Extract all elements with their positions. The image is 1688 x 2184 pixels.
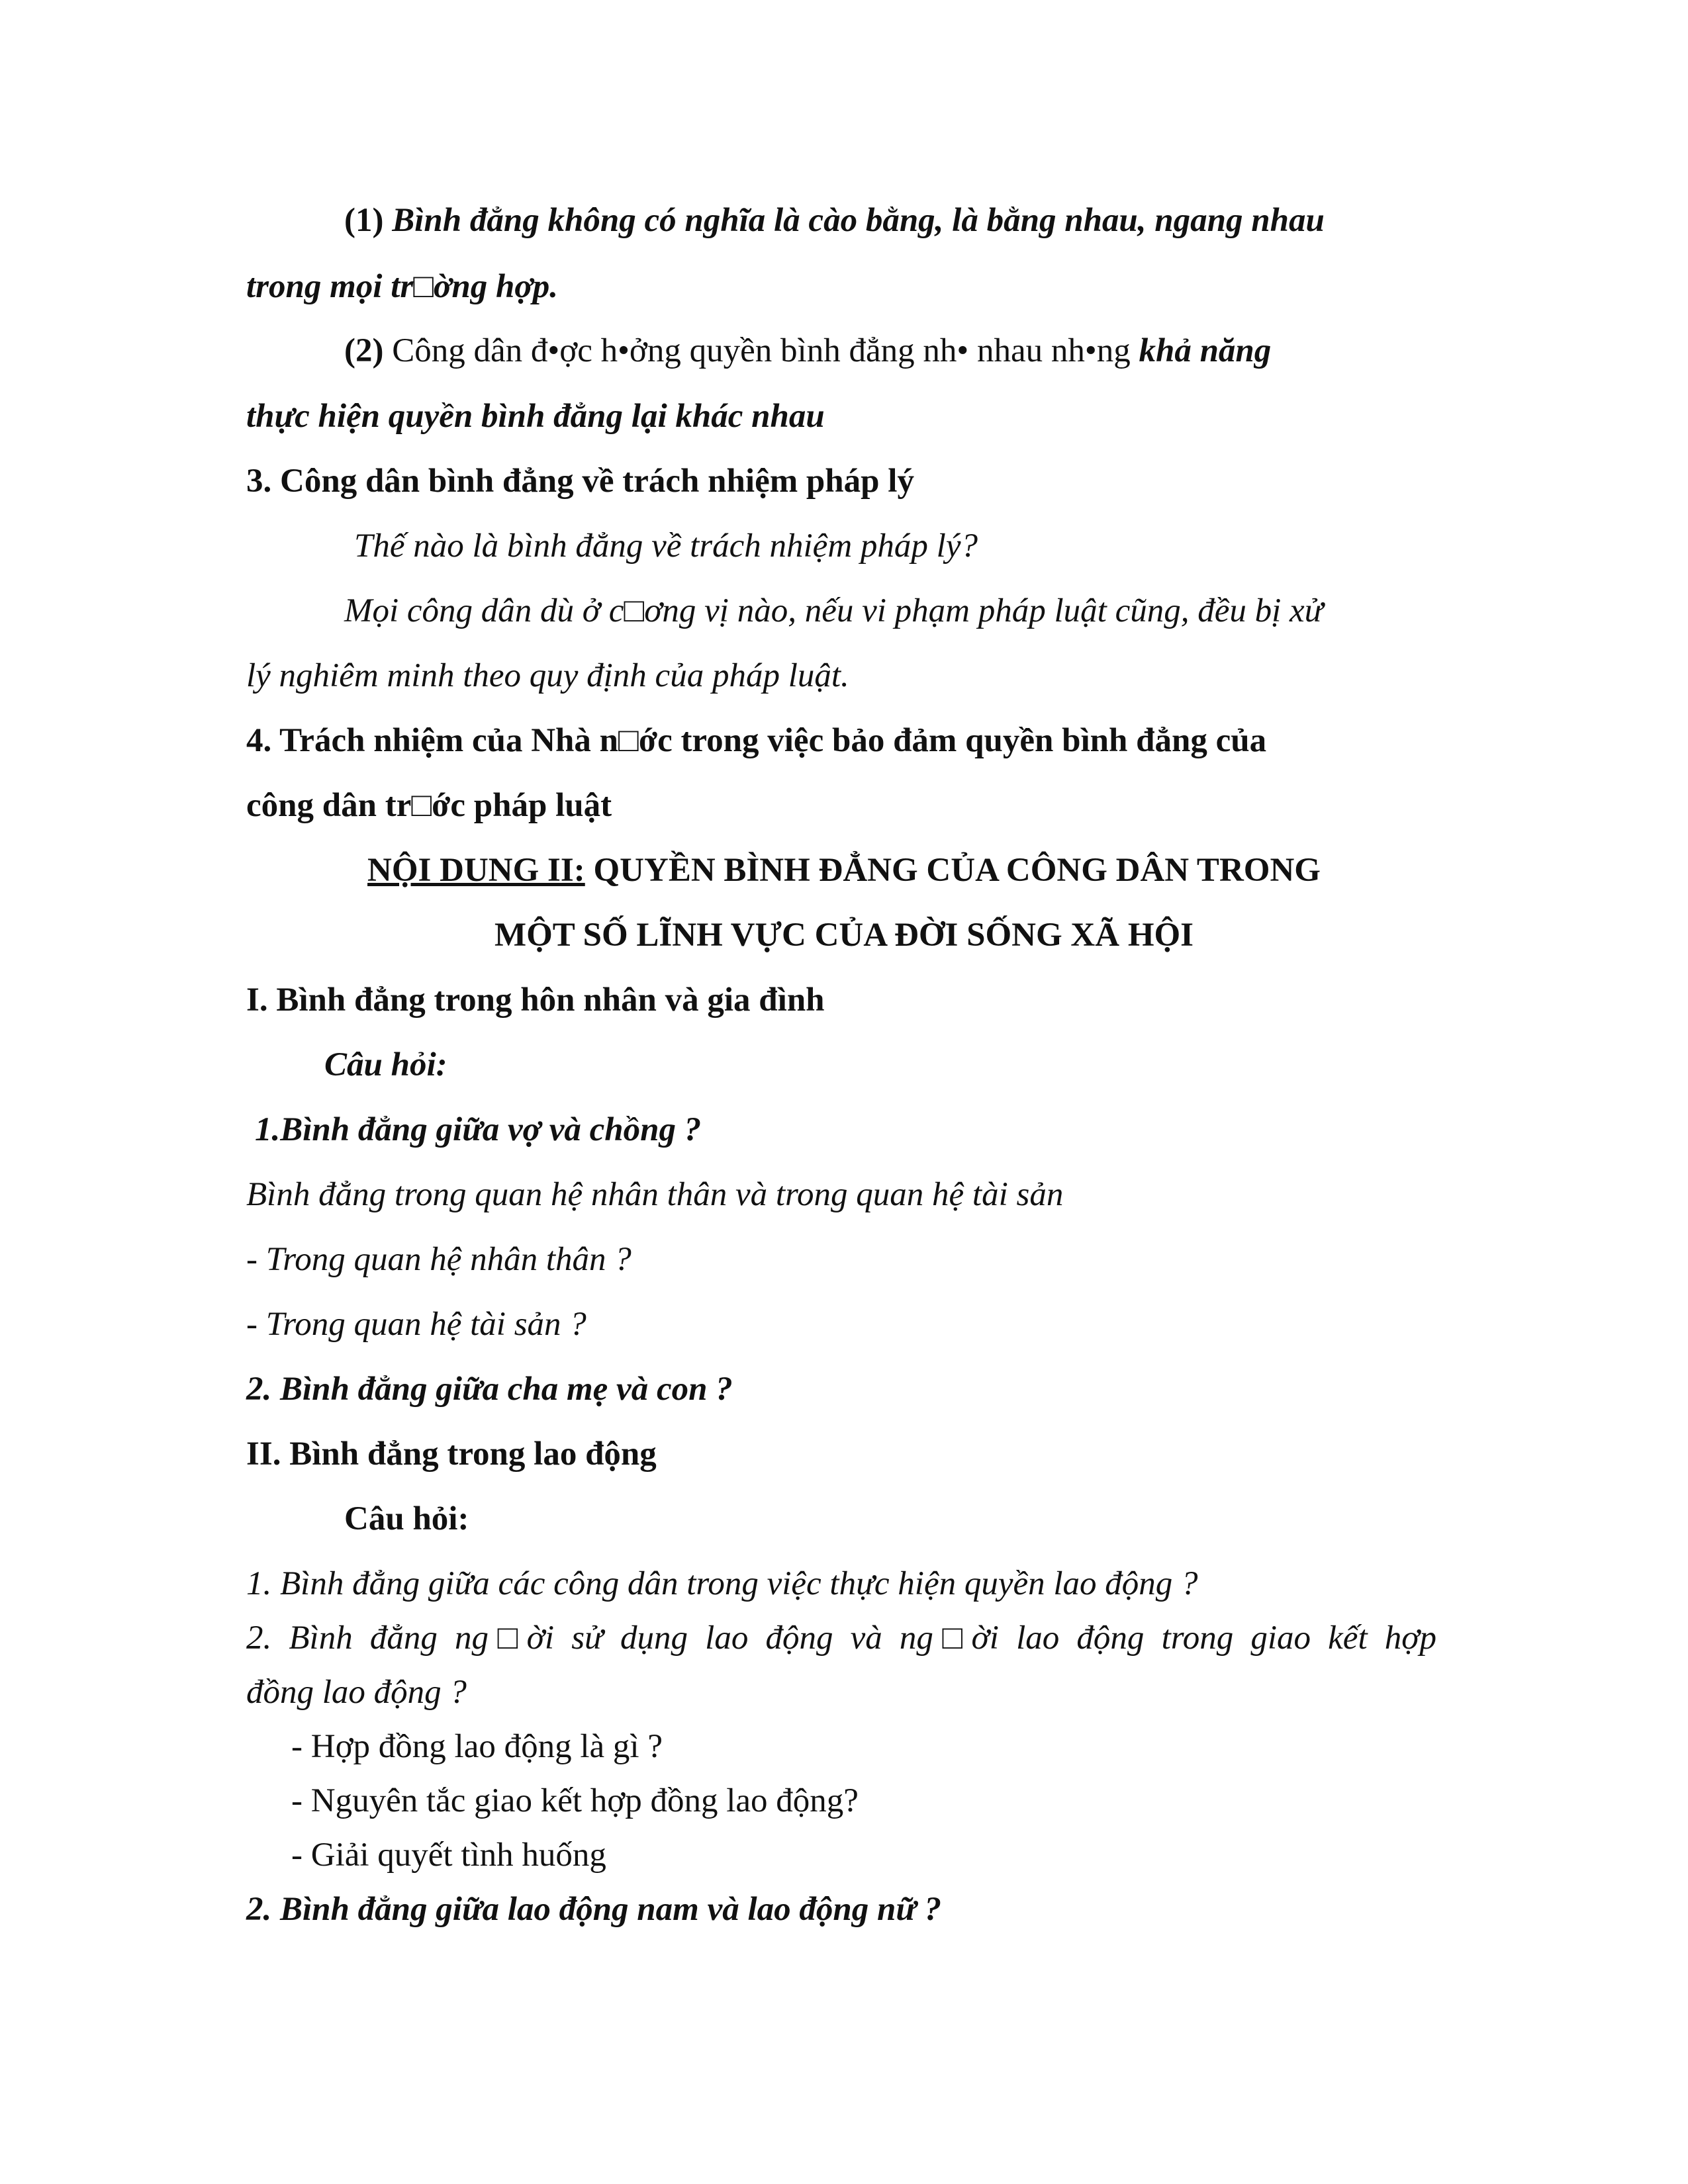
subsection-2-question-2-line-1: 2. Bình đẳng ng□ời sử dụng lao động và ng□ời lao động trong giao kết hợp bbox=[246, 1619, 1436, 1657]
subsection-2-bullet-2: - Nguyên tắc giao kết hợp đồng lao động? bbox=[291, 1782, 859, 1819]
subsection-1-question-1: 1.Bình đẳng giữa vợ và chồng ? bbox=[255, 1111, 702, 1148]
subsection-2-title: II. Bình đẳng trong lao động bbox=[246, 1435, 657, 1473]
subsection-1-question-2: 2. Bình đẳng giữa cha mẹ và con ? bbox=[246, 1371, 733, 1408]
point-2-plain-text: Công dân đ•ợc h•ởng quyền bình đẳng nh• nhau nh•ng bbox=[392, 332, 1139, 369]
point-1-text: Bình đẳng không có nghĩa là cào bằng, là bằng nhau, ngang nhau bbox=[392, 202, 1325, 239]
subsection-1-title: I. Bình đẳng trong hôn nhân và gia đình bbox=[246, 981, 825, 1019]
subsection-1-bullet-2: - Trong quan hệ tài sản ? bbox=[246, 1306, 586, 1343]
subsection-1-bullet-1: - Trong quan hệ nhân thân ? bbox=[246, 1241, 632, 1278]
point-1 bbox=[344, 197, 1536, 244]
subsection-2-question-1: 1. Bình đẳng giữa các công dân trong việc thực hiện quyền lao động ? bbox=[246, 1565, 1198, 1602]
answer-3-line-2: lý nghiêm minh theo quy định của pháp luật. bbox=[246, 657, 849, 694]
section-title-rest: QUYỀN BÌNH ĐẲNG CỦA CÔNG DÂN TRONG bbox=[585, 852, 1321, 889]
subsection-2-question-2-line-2: đồng lao động ? bbox=[246, 1674, 467, 1711]
point-2-number: (2) bbox=[344, 332, 393, 369]
subsection-2-question-3: 2. Bình đẳng giữa lao động nam và lao động nữ ? bbox=[246, 1891, 942, 1928]
point-1-number: (1) bbox=[344, 202, 393, 239]
section-label: NỘI DUNG II: bbox=[367, 852, 585, 889]
heading-3: 3. Công dân bình đẳng về trách nhiệm pháp lý bbox=[246, 463, 914, 500]
point-2 bbox=[344, 328, 1536, 374]
point-2-emphasis: khả năng bbox=[1139, 332, 1272, 369]
subsection-2-questions-label: Câu hỏi: bbox=[344, 1500, 469, 1537]
section-title-line-2: MỘT SỐ LĨNH VỰC CỦA ĐỜI SỐNG XÃ HỘI bbox=[494, 917, 1194, 954]
subsection-2-bullet-3: - Giải quyết tình huống bbox=[291, 1837, 606, 1874]
heading-4-line-1: 4. Trách nhiệm của Nhà n□ớc trong việc bảo đảm quyền bình đẳng của bbox=[246, 722, 1267, 759]
question-3: Thế nào là bình đẳng về trách nhiệm pháp lý? bbox=[354, 527, 978, 565]
subsection-1-question-1-note: Bình đẳng trong quan hệ nhân thân và trong quan hệ tài sản bbox=[246, 1176, 1064, 1213]
subsection-1-questions-label: Câu hỏi: bbox=[324, 1046, 447, 1083]
answer-3-line-1: Mọi công dân dù ở c□ơng vị nào, nếu vi phạm pháp luật cũng, đều bị xử bbox=[344, 592, 1323, 629]
heading-4-line-2: công dân tr□ớc pháp luật bbox=[246, 787, 612, 824]
point-1-continuation: trong mọi tr□ờng hợp. bbox=[246, 268, 559, 305]
section-title-line-1 bbox=[0, 847, 1688, 893]
subsection-2-bullet-1: - Hợp đồng lao động là gì ? bbox=[291, 1728, 663, 1765]
point-2-continuation: thực hiện quyền bình đẳng lại khác nhau bbox=[246, 398, 825, 435]
